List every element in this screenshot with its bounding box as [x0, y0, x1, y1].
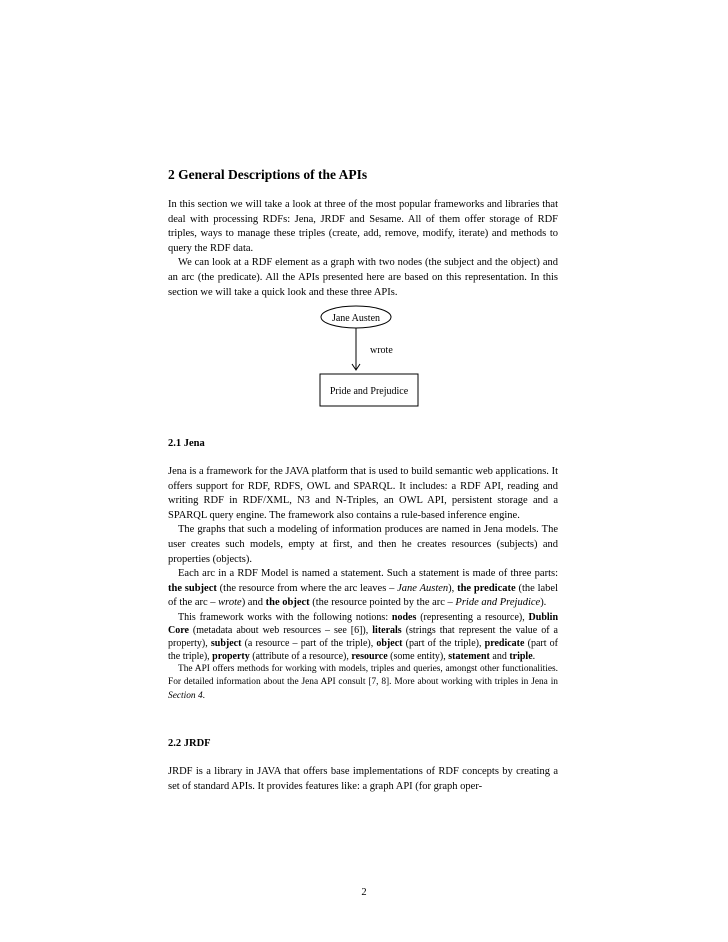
section-heading: 2.1 Jena: [168, 438, 205, 449]
section-2: [168, 167, 558, 300]
paragraph: We can look at a RDF element as a graph with two nodes (the subject and the object) and an arc (the predicate). All the APIs presented here are based on this representation. In this section we will take a quick look and these three APIs.: [168, 257, 558, 298]
section-2-2: [168, 737, 558, 794]
section-heading: 2.2 JRDF: [168, 738, 211, 749]
paragraph: JRDF is a library in JAVA that offers base implementations of RDF concepts by creating a set of standard APIs. It provides features like: a graph API (for graph oper-: [168, 766, 558, 792]
paragraph: The API offers methods for working with models, triples and queries, amongst other functionalities. For detailed information about the Jena API consult [7, 8]. More about working with triples in Jena in Section 4.: [168, 664, 558, 701]
rdf-triple-diagram: [300, 298, 440, 413]
predicate-label: wrote: [370, 345, 393, 356]
paragraph: Jena is a framework for the JAVA platform that is used to build semantic web applications. It offers support for RDF, RDFS, OWL and SPARQL. It includes: a RDF API, reading and writing RDF in RDF/XML, N3 and N-Triples, an OWL API, persistent storage and a SPARQL query engine. The framework also contains a rule-based inference engine.: [168, 466, 558, 521]
paragraph: Each arc in a RDF Model is named a statement. Such a statement is made of three parts: the subject (the resource from where the arc leaves – Jane Austen), the predicate (the label of the arc – wrote) and the object (the resource pointed by the arc – Pride and Prejudice).: [168, 568, 558, 609]
paragraph: This framework works with the following notions: nodes (representing a resource), Dublin Core (metadata about web resources – see [6]), literals (strings that represent the value of a property), subject (a resource – part of the triple), object (part of the triple), predicate (part of the triple), property (attribute of a resource), resource (some entity), statement and triple.: [168, 611, 559, 663]
subject-label: Jane Austen: [331, 313, 381, 324]
paragraph: In this section we will take a look at three of the most popular frameworks and libraries that deal with processing RDFs: Jena, JRDF and Sesame. All of them offer storage of RDF triples, ways to manage these triples (create, add, remove, modify, iterate) and methods to query the RDF data.: [168, 199, 558, 254]
section-heading: 2 General Descriptions of the APIs: [168, 167, 368, 182]
section-2-1: [168, 437, 558, 703]
object-label: Pride and Prejudice: [329, 386, 409, 397]
page-number: 2: [361, 887, 367, 898]
paragraph: The graphs that such a modeling of information produces are named in Jena models. The user creates such models, empty at first, and then he creates resources (subjects) and properties (objects).: [168, 524, 558, 565]
